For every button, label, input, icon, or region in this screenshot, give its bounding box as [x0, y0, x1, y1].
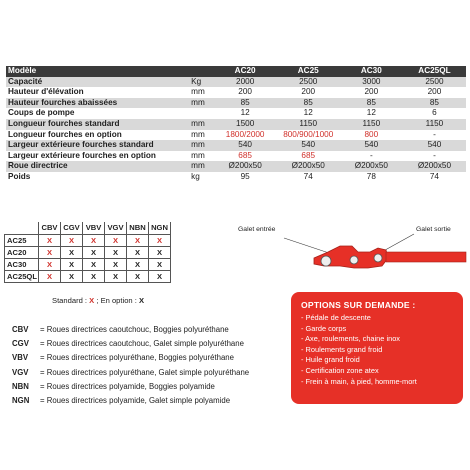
spec-value-cell: 78 — [366, 171, 376, 181]
spec-value-cell: 200 — [238, 87, 252, 97]
spec-row-unit: mm — [189, 98, 213, 109]
legend-code: VBV — [12, 353, 29, 363]
spec-value-cell: 6 — [432, 108, 437, 118]
matrix-model-label: AC25 — [5, 234, 39, 246]
spec-row-label: Longueur fourches en option — [8, 129, 122, 139]
legend-text: = Roues directrices caoutchouc, Galet simple polyuréthane — [40, 339, 244, 349]
spec-row-unit: mm — [191, 87, 205, 97]
matrix-cell: X — [39, 246, 61, 258]
spec-value-cell: Ø200x50 — [277, 161, 340, 172]
option-item: - Certification zone atex — [301, 366, 453, 377]
matrix-model-label: AC25QL — [5, 270, 39, 282]
legend-code: CBV — [12, 325, 29, 334]
options-on-demand-box — [291, 292, 463, 404]
legend-text: = Roues directrices polyuréthane, Boggies polyuréthane — [40, 353, 234, 363]
matrix-row — [5, 246, 171, 258]
spec-value-cell: Ø200x50 — [340, 161, 403, 172]
legend-text: = Roues directrices polyamide, Galet simple polyamide — [40, 396, 231, 406]
spec-value-cell: 540 — [214, 140, 277, 151]
spec-row — [6, 119, 466, 130]
matrix-cell: X — [127, 234, 149, 246]
spec-value-cell: - — [433, 150, 436, 160]
spec-value-cell: 74 — [303, 171, 313, 181]
matrix-row — [5, 258, 171, 270]
spec-value-cell: 12 — [303, 108, 313, 118]
matrix-cell: X — [105, 234, 127, 246]
spec-row-label: Coups de pompe — [8, 108, 75, 118]
option-item: - Pédale de descente — [301, 313, 453, 324]
spec-row-unit: mm — [191, 150, 205, 160]
matrix-cell: X — [61, 258, 83, 270]
spec-header-cell: AC20 — [214, 66, 277, 77]
matrix-cell: X — [149, 270, 171, 282]
matrix-cell: X — [83, 270, 105, 282]
spec-value-cell: 200 — [301, 87, 316, 97]
legend-code: NBN — [12, 381, 29, 391]
option-item: - Garde corps — [301, 324, 453, 335]
matrix-row — [5, 234, 171, 246]
spec-row-unit: mm — [189, 119, 213, 130]
spec-row-unit: Kg — [189, 77, 213, 88]
spec-header-cell — [189, 66, 213, 77]
matrix-column-header: VBV — [83, 222, 105, 234]
spec-row — [6, 98, 466, 109]
spec-value-cell: 685 — [238, 150, 252, 160]
matrix-cell: X — [105, 246, 127, 258]
matrix-cell: X — [61, 270, 83, 282]
spec-value-cell: Ø200x50 — [214, 161, 277, 172]
note-mid: ; En option : — [94, 296, 139, 305]
spec-row-unit: mm — [191, 129, 205, 139]
spec-header-cell: AC25QL — [403, 66, 466, 77]
spec-row — [6, 140, 466, 151]
matrix-cell: X — [105, 258, 127, 270]
spec-row-unit — [189, 108, 213, 119]
matrix-cell: X — [127, 246, 149, 258]
spec-row — [6, 151, 466, 162]
legend-text: = Roues directrices polyuréthane, Galet simple polyuréthane — [40, 367, 250, 377]
spec-row-label: Longueur fourches standard — [6, 119, 189, 130]
spec-value-cell: 1150 — [277, 119, 340, 130]
spec-header-cell: AC25 — [277, 66, 340, 77]
matrix-cell: X — [83, 246, 105, 258]
wheel-diagram — [228, 224, 468, 284]
legend-text: = Roues directrices polyamide, Boggies polyamide — [40, 381, 215, 391]
legend-code: CGV — [12, 339, 29, 349]
options-title: OPTIONS SUR DEMANDE : — [301, 300, 416, 310]
spec-row-label: Hauteur fourches abaissées — [6, 98, 189, 109]
spec-value-cell: 1500 — [214, 119, 277, 130]
note-standard-x: X — [89, 296, 95, 305]
spec-row-label: Poids — [8, 171, 31, 181]
spec-row-label: Hauteur d'élévation — [8, 87, 84, 97]
spec-header-row — [6, 66, 466, 77]
spec-value-cell: - — [433, 129, 436, 139]
matrix-cell: X — [61, 234, 83, 246]
matrix-row — [5, 270, 171, 282]
spec-value-cell: 74 — [429, 171, 439, 181]
spec-value-cell: 540 — [403, 140, 466, 151]
option-matrix — [4, 222, 171, 283]
legend-code: VGV — [12, 367, 29, 377]
spec-row — [6, 130, 466, 141]
spec-row-label: Capacité — [6, 77, 189, 88]
spec-row-label: Roue directrice — [6, 161, 189, 172]
spec-value-cell: 200 — [364, 87, 379, 97]
matrix-column-header: CBV — [39, 222, 61, 234]
spec-row — [6, 87, 466, 98]
legend-item — [12, 323, 249, 337]
spec-row-unit: mm — [189, 161, 213, 172]
legend-item — [12, 337, 249, 351]
matrix-model-label: AC20 — [5, 246, 39, 258]
spec-value-cell: 1800/2000 — [225, 129, 265, 139]
spec-value-cell: 85 — [214, 98, 277, 109]
matrix-cell: X — [39, 258, 61, 270]
spec-header-cell: AC30 — [340, 66, 403, 77]
matrix-corner — [5, 222, 39, 234]
spec-value-cell: 12 — [240, 108, 250, 118]
code-legend — [12, 323, 249, 408]
standard-option-note — [52, 296, 144, 305]
label-galet-entree: Galet entrée — [238, 226, 276, 233]
legend-item — [12, 380, 249, 394]
spec-value-cell: 200 — [427, 87, 442, 97]
matrix-cell: X — [61, 246, 83, 258]
spec-value-cell: 3000 — [340, 77, 403, 88]
spec-value-cell: Ø200x50 — [403, 161, 466, 172]
spec-row-label: Largeur extérieure fourches en option — [8, 150, 156, 160]
matrix-header-row — [5, 222, 171, 234]
spec-row — [6, 161, 466, 172]
spec-row-unit: mm — [189, 140, 213, 151]
matrix-column-header: VGV — [105, 222, 127, 234]
spec-value-cell: 2500 — [277, 77, 340, 88]
matrix-cell: X — [149, 234, 171, 246]
spec-value-cell: 2000 — [214, 77, 277, 88]
matrix-cell: X — [105, 270, 127, 282]
spec-value-cell: 685 — [301, 150, 316, 160]
option-item: - Huile grand froid — [301, 355, 453, 366]
option-item: - Frein à main, à pied, homme-mort — [301, 377, 453, 388]
matrix-cell: X — [127, 270, 149, 282]
matrix-cell: X — [127, 258, 149, 270]
spec-header-cell: Modèle — [6, 66, 189, 77]
options-list — [301, 313, 453, 387]
spec-row-unit: kg — [191, 171, 200, 181]
note-prefix: Standard : — [52, 296, 90, 305]
option-item: - Roulements grand froid — [301, 345, 453, 356]
spec-value-cell: 95 — [240, 171, 250, 181]
matrix-model-label: AC30 — [5, 258, 39, 270]
spec-value-cell: - — [369, 150, 373, 160]
matrix-cell: X — [149, 258, 171, 270]
legend-code: NGN — [12, 396, 30, 406]
spec-value-cell: 540 — [340, 140, 403, 151]
spec-row — [6, 108, 466, 119]
matrix-column-header: CGV — [61, 222, 83, 234]
spec-row — [6, 77, 466, 88]
spec-value-cell: 800 — [364, 129, 379, 139]
spec-value-cell: 85 — [277, 98, 340, 109]
spec-table — [6, 66, 466, 183]
matrix-cell: X — [39, 234, 61, 246]
legend-item — [12, 394, 249, 408]
spec-value-cell: 2500 — [403, 77, 466, 88]
spec-value-cell: 1150 — [403, 119, 466, 130]
label-galet-sortie: Galet sortie — [416, 226, 451, 233]
option-item: - Axe, roulements, chaine inox — [301, 334, 453, 345]
matrix-cell: X — [149, 246, 171, 258]
legend-item — [12, 351, 249, 365]
spec-row — [6, 172, 466, 183]
legend-text: = Roues directrices caoutchouc, Boggies polyuréthane — [40, 325, 229, 334]
matrix-column-header: NGN — [149, 222, 171, 234]
matrix-column-header: NBN — [127, 222, 149, 234]
spec-row-label: Largeur extérieure fourches standard — [6, 140, 189, 151]
matrix-cell: X — [83, 234, 105, 246]
spec-value-cell: 85 — [403, 98, 466, 109]
spec-value-cell: 1150 — [340, 119, 403, 130]
note-option-x: X — [138, 296, 145, 305]
spec-value-cell: 12 — [366, 108, 376, 118]
spec-value-cell: 800/900/1000 — [283, 129, 334, 139]
matrix-cell: X — [83, 258, 105, 270]
pallet-truck-wheel-drawing — [228, 224, 468, 284]
spec-value-cell: 540 — [277, 140, 340, 151]
matrix-cell: X — [39, 270, 61, 282]
spec-value-cell: 85 — [340, 98, 403, 109]
legend-item — [12, 366, 249, 380]
